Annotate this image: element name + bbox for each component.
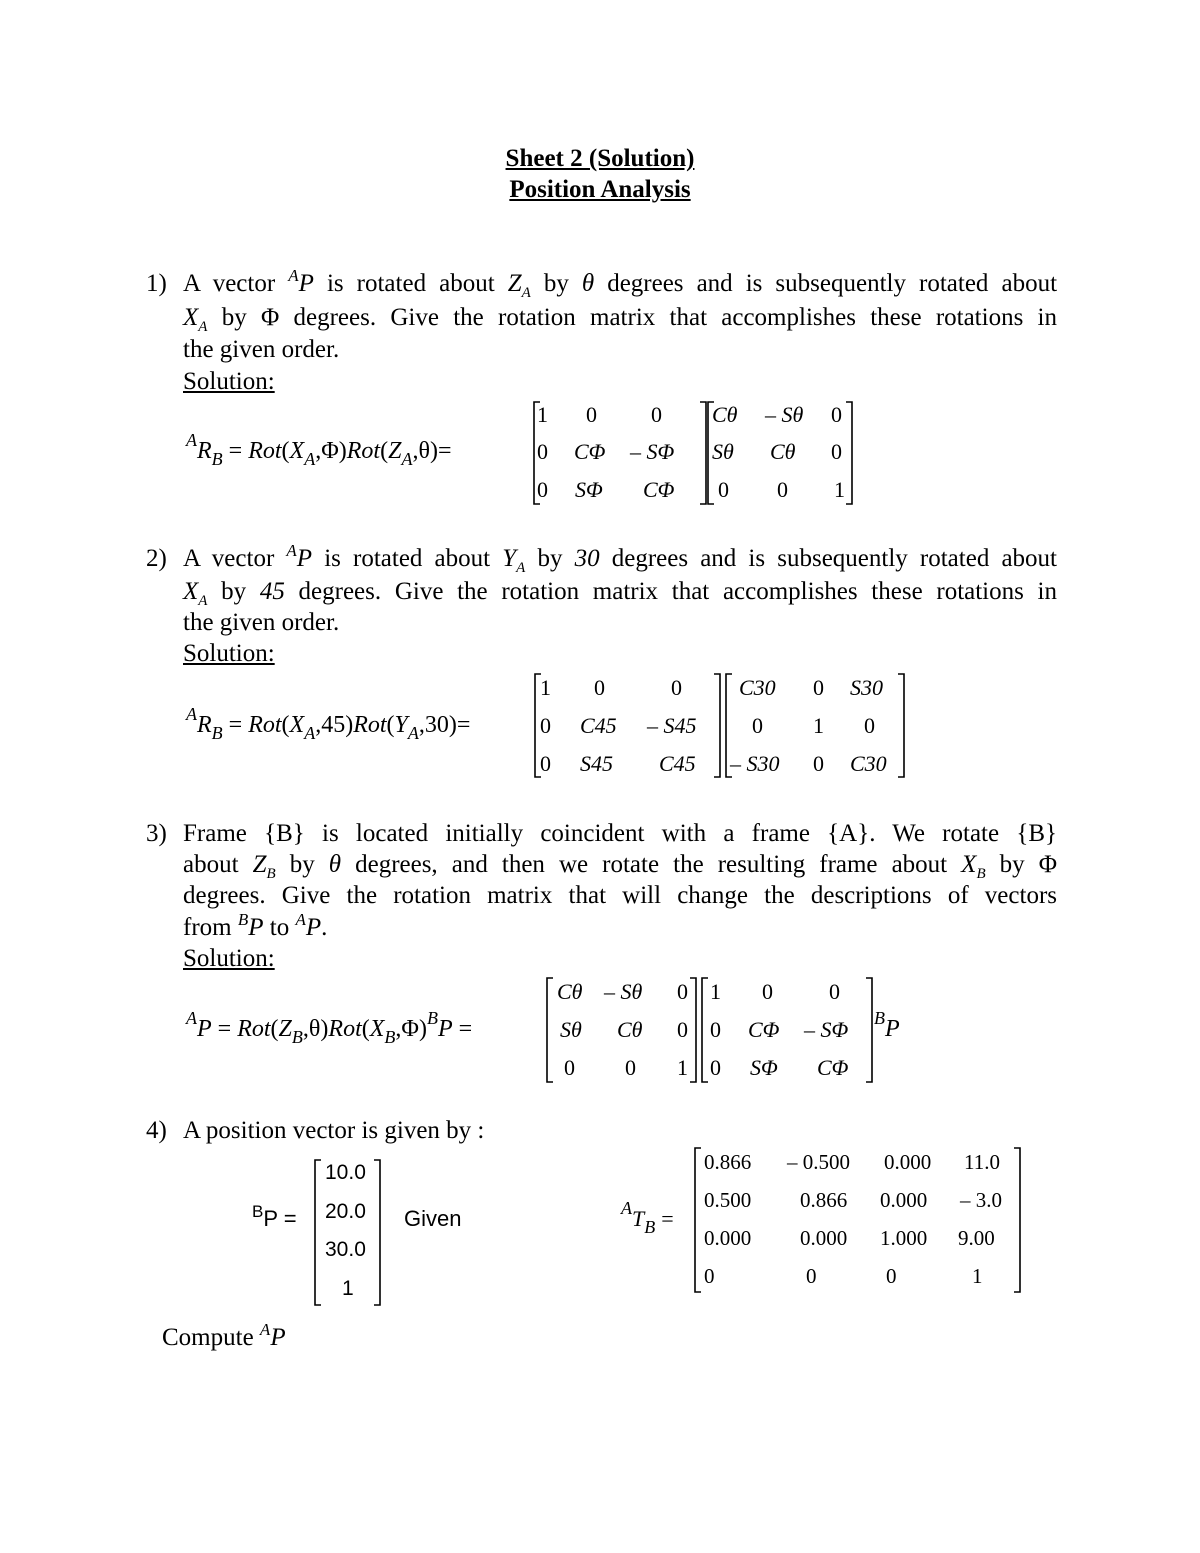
q3-solution-label: Solution: <box>183 945 275 972</box>
q2-line3: the given order. <box>183 609 340 636</box>
q4-number: 4) <box>146 1117 167 1144</box>
q4-given-label: Given <box>404 1206 462 1231</box>
q1-solution-label: Solution: <box>183 368 275 395</box>
matrix-bracket <box>0 0 1 1</box>
q2-line1: A vector $^A$P is rotated about $Y_A$ by 30 degrees and is subsequently rotated about <box>183 541 1057 576</box>
q3-number: 3) <box>146 820 167 847</box>
q3-line4: from $^B$P to $^A$P. <box>183 910 328 941</box>
q2-equation: $^AR_B = Rot(X_A,45)Rot(Y_A,30)=$ <box>186 704 471 743</box>
q2-number: 2) <box>146 545 167 572</box>
q3-equation: $^AP = Rot(Z_B,\theta)Rot(X_B,\Phi)^BP$ = <box>186 1008 473 1047</box>
page-subtitle: Position Analysis <box>509 176 691 203</box>
q1-line2: $X_A$ by Φ degrees. Give the rotation matrix that accomplishes these rotations in <box>183 304 1058 335</box>
q2-line2: $X_A$ by 45 degrees. Give the rotation matrix that accomplishes these rotations in <box>183 578 1058 609</box>
q4-line1: A position vector is given by : <box>183 1117 485 1144</box>
page-title: Sheet 2 (Solution) <box>505 145 695 172</box>
q3-line1: Frame {B} is located initially coincident with a frame {A}. We rotate {B} <box>183 820 1057 847</box>
q3-line2: about $Z_B$ by θ degrees, and then we rotate the resulting frame about $X_B$ by Φ <box>183 851 1057 882</box>
q3-line3: degrees. Give the rotation matrix that will change the descriptions of vectors <box>183 882 1057 909</box>
q1-number: 1) <box>146 270 167 297</box>
q4-bp-label: $^B$P = <box>252 1202 297 1231</box>
q2-solution-label: Solution: <box>183 640 275 667</box>
q1-equation: $^AR_B = Rot(X_A,\Phi)Rot(Z_A,\theta)=$ <box>186 430 452 469</box>
q1-line1: A vector $^A$P is rotated about $Z_A$ by θ degrees and is subsequently rotated about <box>183 266 1058 301</box>
q4-compute: Compute $^A$P <box>162 1320 286 1351</box>
q4-t-label: $^AT_B$ = <box>621 1198 674 1237</box>
q1-line3: the given order. <box>183 336 340 363</box>
q3-trailing-bp: $^B$P <box>874 1008 900 1042</box>
